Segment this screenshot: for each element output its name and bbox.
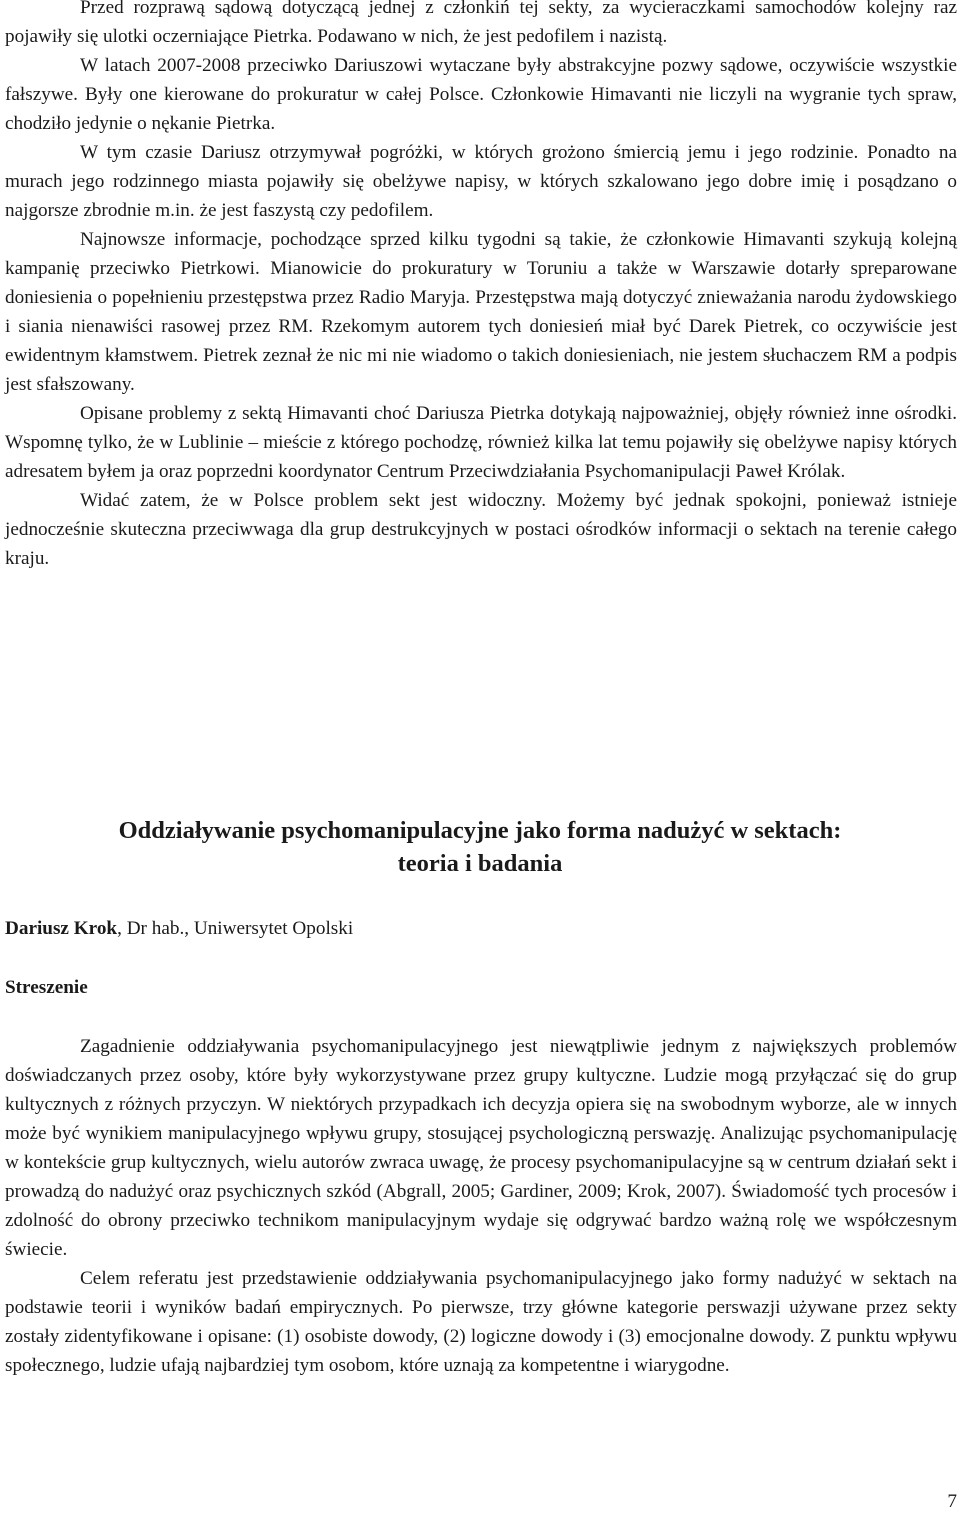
paragraph: W latach 2007-2008 przeciwko Dariuszowi wytaczane były abstrakcyjne pozwy sądowe, oczywiście wszystkie fałszywe. Były one kierowane do prokuratur w całej Polsce. Członkowie Himavanti nie liczyli na wygranie tych spraw, chodziło jedynie o nękanie Pietrka. xyxy=(5,55,957,134)
article-title-line-2: teoria i badania xyxy=(397,850,563,877)
page-number: 7 xyxy=(947,1491,957,1512)
abstract-text xyxy=(5,1032,957,1380)
author-affiliation: , Dr hab., Uniwersytet Opolski xyxy=(117,918,354,939)
paragraph: Zagadnienie oddziaływania psychomanipulacyjnego jest niewątpliwie jednym z największych problemów doświadczanych przez osoby, które były wykorzystywane przez grupy kultyczne. Ludzie mogą przyłączać się do grup kultycznych z różnych przyczyn. W niektórych przypadkach ich decyzja opiera się na swobodnym wyborze, ale w innych może być wynikiem manipulacyjnego wpływu grupy, stosującej psychologiczną perswazję. Analizując psychomanipulację w kontekście grup kultycznych, wielu autorów zwraca uwagę, że procesy psychomanipulacyjne są w centrum działań sekt i prowadzą do nadużyć oraz psychicznych szkód (Abgrall, 2005; Gardiner, 2009; Krok, 2007). Świadomość tych procesów i zdolność do obrony przeciwko technikom manipulacyjnym wydaje się odgrywać bardzo ważną rolę we współczesnym świecie. xyxy=(5,1036,957,1260)
paragraph: Opisane problemy z sektą Himavanti choć Dariusza Pietrka dotykają najpoważniej, objęły również inne ośrodki. Wspomnę tylko, że w Lublinie – mieście z którego pochodzę, również kilka lat temu pojawiły się obelżywe napisy których adresatem byłem ja oraz poprzedni koordynator Centrum Przeciwdziałania Psychomanipulacji Paweł Królak. xyxy=(5,403,957,482)
abstract-heading: Streszenie xyxy=(5,977,88,998)
previous-section-text xyxy=(5,0,957,573)
paragraph: Widać zatem, że w Polsce problem sekt jest widoczny. Możemy być jednak spokojni, ponieważ istnieje jednocześnie skuteczna przeciwwaga dla grup destrukcyjnych w postaci ośrodków informacji o sektach na terenie całego kraju. xyxy=(5,490,957,569)
article-title xyxy=(0,814,960,880)
paragraph: Przed rozprawą sądową dotyczącą jednej z członkiń tej sekty, za wycieraczkami samochodów kolejny raz pojawiły się ulotki oczerniające Pietrka. Podawano w nich, że jest pedofilem i nazistą. xyxy=(5,0,957,47)
paragraph: W tym czasie Dariusz otrzymywał pogróżki, w których grożono śmiercią jemu i jego rodzinie. Ponadto na murach jego rodzinnego miasta pojawiły się obelżywe napisy, w których szkalowano jego dobre imię i posądzano o najgorsze zbrodnie m.in. że jest faszystą czy pedofilem. xyxy=(5,142,957,221)
author-line xyxy=(5,914,353,943)
paragraph: Celem referatu jest przedstawienie oddziaływania psychomanipulacyjnego jako formy nadużyć w sektach na podstawie teorii i wyników badań empirycznych. Po pierwsze, trzy główne kategorie perswazji używane przez sekty zostały zidentyfikowane i opisane: (1) osobiste dowody, (2) logiczne dowody i (3) emocjonalne dowody. Z punktu wpływu społecznego, ludzie ufają najbardziej tym osobom, które uznają za kompetentne i wiarygodne. xyxy=(5,1268,957,1376)
article-title-line-1: Oddziaływanie psychomanipulacyjne jako forma nadużyć w sektach: xyxy=(118,817,842,844)
paragraph: Najnowsze informacje, pochodzące sprzed kilku tygodni są takie, że członkowie Himavanti szykują kolejną kampanię przeciwko Pietrkowi. Mianowicie do prokuratury w Toruniu a także w Warszawie dotarły spreparowane doniesienia o popełnieniu przestępstwa przez Radio Maryja. Przestępstwa mają dotyczyć znieważania narodu żydowskiego i siania nienawiści rasowej przez RM. Rzekomym autorem tych doniesień miał być Darek Pietrek, co oczywiście jest ewidentnym kłamstwem. Pietrek zeznał że nic mi nie wiadomo o takich doniesieniach, nie jestem słuchaczem RM a podpis jest sfałszowany. xyxy=(5,229,957,395)
author-name: Dariusz Krok xyxy=(5,918,118,939)
